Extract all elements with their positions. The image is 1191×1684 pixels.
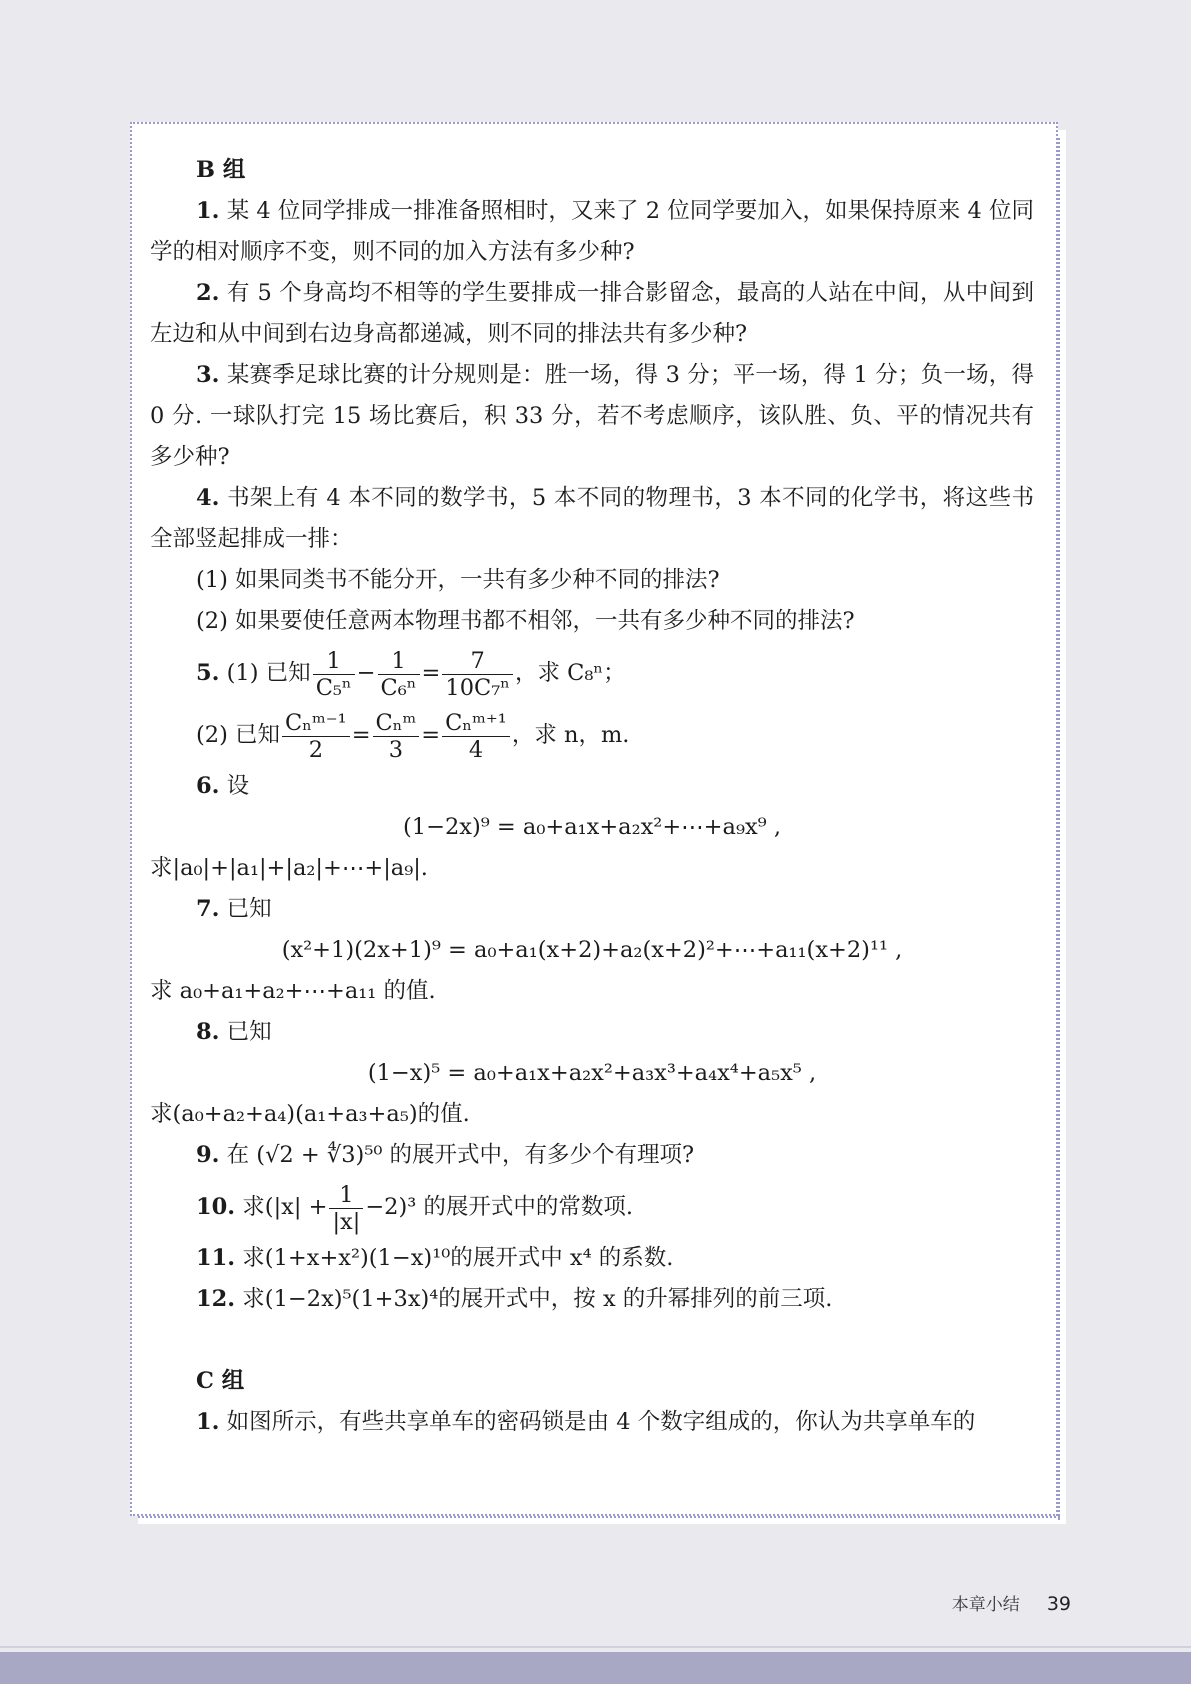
fraction: $\frac{\text{Cₙᵐ}}{3}$ [373, 710, 420, 763]
section-c-title: C 组 [196, 1368, 245, 1394]
exercise-b4: 4. 书架上有 4 本不同的数学书，5 本不同的物理书，3 本不同的化学书，将这些书全部竖起排成一排： [150, 485, 1034, 552]
chapter-summary-label: 本章小结 [951, 1595, 1020, 1615]
fraction: $\frac{\text{Cₙᵐ⁻¹}}{2}$ [282, 710, 350, 763]
exercise-b5-part2: (2) 已知 $\frac{\text{Cₙᵐ⁻¹}}{2}$ = $\frac{\text{Cₙᵐ}}{3}$ = $\frac{\text{Cₙᵐ⁺¹}}{4}$ ，求 n，m. [196, 709, 630, 763]
exercise-b8: 8. 已知 [196, 1019, 272, 1045]
exercise-b4-part2: (2) 如果要使任意两本物理书都不相邻，一共有多少种不同的排法? [196, 608, 855, 634]
card-border-shadow-bottom [138, 1516, 1060, 1518]
page-number: 39 [1046, 1593, 1071, 1615]
fraction: $\frac{1}{|x|}$ [329, 1182, 363, 1235]
exercise-b7: 7. 已知 [196, 896, 272, 922]
fraction: $\frac{1}{\text{C₆ⁿ}}$ [378, 648, 420, 701]
formula-b8: (1−x)⁵ = a₀+a₁x+a₂x²+a₃x³+a₄x⁴+a₅x⁵ , [367, 1060, 817, 1086]
exercise-b4-part1: (1) 如果同类书不能分开，一共有多少种不同的排法? [196, 567, 720, 593]
exercise-b12: 12. 求(1−2x)⁵(1+3x)⁴的展开式中，按 x 的升幂排列的前三项. [196, 1286, 833, 1312]
exercise-b7-tail: 求 a₀+a₁+a₂+⋯+a₁₁ 的值. [150, 978, 436, 1004]
fraction: $\frac{7}{\text{10C₇ⁿ}}$ [442, 648, 513, 701]
exercise-b9: 9. 在 (√2 + ∜3)⁵⁰ 的展开式中，有多少个有理项? [196, 1142, 695, 1168]
fraction: $\frac{\text{Cₙᵐ⁺¹}}{4}$ [442, 710, 510, 763]
exercise-b6: 6. 设 [196, 773, 250, 799]
fraction: $\frac{1}{\text{C₅ⁿ}}$ [313, 648, 355, 701]
exercise-b11: 11. 求(1+x+x²)(1−x)¹⁰的展开式中 x⁴ 的系数. [196, 1245, 674, 1271]
exercise-b3: 3. 某赛季足球比赛的计分规则是：胜一场，得 3 分；平一场，得 1 分；负一场，得 0 分. 一球队打完 15 场比赛后，积 33 分，若不考虑顺序，该队胜、负、平的情况共有多少种? [150, 362, 1034, 470]
footer-divider [0, 1646, 1191, 1648]
exercise-b2: 2. 有 5 个身高均不相等的学生要排成一排合影留念，最高的人站在中间，从中间到左边和从中间到右边身高都递减，则不同的排法共有多少种? [150, 280, 1034, 347]
exercise-c1: 1. 如图所示，有些共享单车的密码锁是由 4 个数字组成的，你认为共享单车的 [196, 1409, 976, 1435]
bottom-color-band [0, 1652, 1191, 1684]
exercise-b6-tail: 求|a₀|+|a₁|+|a₂|+⋯+|a₉|. [150, 855, 428, 881]
exercise-b10: 10. 求(|x| + $\frac{1}{|x|}$ −2)³ 的展开式中的常数项. [196, 1181, 634, 1235]
card-border-shadow-right [1058, 138, 1060, 1520]
exercise-b5-part1: 5. (1) 已知 $\frac{1}{\text{C₅ⁿ}}$ − $\frac{1}{\text{C₆ⁿ}}$ = $\frac{7}{\text{10C₇ⁿ}}$ ，求 C₈ⁿ； [196, 647, 626, 701]
section-b-title: B 组 [196, 157, 246, 183]
page-footer [952, 1590, 1071, 1615]
exercise-b1: 1. 某 4 位同学排成一排准备照相时，又来了 2 位同学要加入，如果保持原来 4 位同学的相对顺序不变，则不同的加入方法有多少种? [150, 198, 1034, 265]
exercise-b8-tail: 求(a₀+a₂+a₄)(a₁+a₃+a₅)的值. [150, 1101, 470, 1127]
section-spacer [150, 1320, 1034, 1361]
exercise-content [150, 150, 1034, 1443]
formula-b7: (x²+1)(2x+1)⁹ = a₀+a₁(x+2)+a₂(x+2)²+⋯+a₁₁(x+2)¹¹ , [281, 937, 903, 963]
formula-b6: (1−2x)⁹ = a₀+a₁x+a₂x²+⋯+a₉x⁹ , [403, 814, 781, 840]
